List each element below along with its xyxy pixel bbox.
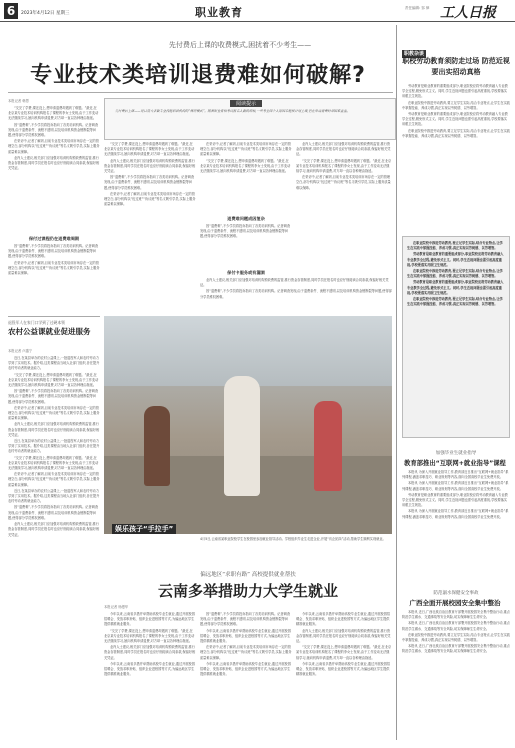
photo-figure-center (224, 376, 260, 496)
main-text-col1b: 因“退费难”,不少学员将投诉指向了各类培训机构。记者调查发现,由于退费条件、流程不透明,以及培训机构资金链断裂等问题,使得部分学员维权困难。 在采访中,记者了解到,目前专业技术类培训市场存在一定的管理空白,部分机构以“包过班”“协议班”等名义吸引学员,实际上服务质量难以保障。 (8, 244, 100, 276)
main-text-col2: “交完了学费,课还没上,想申请退费却遇到了难题。”最近,在北京某专业技术培训机构报名了课程的李女士发现,由于工作变动无法继续学习,她向机构申请退费,对方却一直以各种理由拖延。 业内人士建议,相关部门应加强对培训机构预收费的监管,推行资金存管制度,同时学员在报名时也应仔细阅读合同条款,保留好相关凭证。 因“退费难”,不少学员将投诉指向了各类培训机构。记者调查发现,由于退费条件、流程不透明,以及培训机构资金链断裂等问题,使得部分学员维权困难。 在采访中,记者了解到,目前专业技术类培训市场存在一定的管理空白,部分机构以“包过班”“协议班”等名义吸引学员,实际上服务质量难以保障。 (104, 142, 196, 207)
photo-caption: 4月5日,云南省某职业院校学生在校园里参加就业指导活动。学校组织毕业生走进企业,开展“访企拓岗”活动,帮助学生顺利实现就业。 (200, 537, 386, 541)
page-number: 6 (4, 3, 18, 19)
main-text-col4: 业内人士建议,相关部门应加强对培训机构预收费的监管,推行资金存管制度,同时学员在报名时也应仔细阅读合同条款,保留好相关凭证。 “交完了学费,课还没上,想申请退费却遇到了难题。”最近,在北京某专业技术培训机构报名了课程的李女士发现,由于工作变动无法继续学习,她向机构申请退费,对方却一直以各种理由拖延。 在采访中,记者了解到,目前专业技术类培训市场存在一定的管理空白,部分机构以“包过班”“协议班”等名义吸引学员,实际上服务质量难以保障。 (296, 142, 392, 190)
news1-text: 本报讯 为深入开展就业指导工作,教育部近日推出“互联网+就业指导”系列课程,涵盖求职技巧、职业规划等内容,面向全国高校毕业生免费开放。 本报讯 为深入开展就业指导工作,教育部近日推出“互联网+就业指导”系列课程,涵盖求职技巧、职业规划等内容,面向全国高校毕业生免费开放。 劳动教育是职业教育的重要组成部分,职业院校应将劳动教育融入专业教学全过程,避免形式主义。同时,学生近视问题也需引起高度重视,学校要落实用眼卫生规范。 本报讯 为深入开展就业指导工作,教育部近日推出“互联网+就业指导”系列课程,涵盖求职技巧、职业规划等内容,面向全国高校毕业生免费开放。 (402, 470, 509, 519)
main-headline: 专业技术类培训退费难如何破解? (30, 63, 366, 88)
feature-byline: 本报记者 卢越宁 (8, 349, 33, 353)
main-byline: 本报记者 韩思 (8, 99, 29, 103)
column-divider (396, 25, 397, 740)
section-title: 职业教育 (195, 6, 243, 19)
yunnan-text-col2: 因“退费难”,不少学员将投诉指向了各类培训机构。记者调查发现,由于退费条件、流程不透明,以及培训机构资金链断裂等问题,使得部分学员维权困难。 今年以来,云南省多措并举帮助高校毕业生就业,通过开展校园招聘会、发放求职补贴、组织企业进校园等方式,为偏远地区学生提供精准就业服务。 在采访中,记者了解到,目前专业技术类培训市场存在一定的管理空白,部分机构以“包过班”“协议班”等名义吸引学员,实际上服务质量难以保障。 今年以来,云南省多措并举帮助高校毕业生就业,通过开展校园招聘会、发放求职补贴、组织企业进校园等方式,为偏远地区学生提供精准就业服务。 (200, 612, 292, 677)
yunnan-text-col3: 今年以来,云南省多措并举帮助高校毕业生就业,通过开展校园招聘会、发放求职补贴、组织企业进校园等方式,为偏远地区学生提供精准就业服务。 业内人士建议,相关部门应加强对培训机构预收费的监管,推行资金存管制度,同时学员在报名时也应仔细阅读合同条款,保留好相关凭证。 “交完了学费,课还没上,想申请退费却遇到了难题。”最近,在北京某专业技术培训机构报名了课程的李女士发现,由于工作变动无法继续学习,她向机构申请退费,对方却一直以各种理由拖延。 今年以来,云南省多措并举帮助高校毕业生就业,通过开展校园招聘会、发放求职补贴、组织企业进校园等方式,为偏远地区学生提供精准就业服务。 (296, 612, 392, 677)
main-text-col1: “交完了学费,课还没上,想申请退费却遇到了难题。”最近,在北京某专业技术培训机构报名了课程的李女士发现,由于工作变动无法继续学习,她向机构申请退费,对方却一直以各种理由拖延。 因“退费难”,不少学员将投诉指向了各类培训机构。记者调查发现,由于退费条件、流程不透明,以及培训机构资金链断裂等问题,使得部分学员维权困难。 在采访中,记者了解到,目前专业技术类培训市场存在一定的管理空白,部分机构以“包过班”“协议班”等名义吸引学员,实际上服务质量难以保障。 业内人士建议,相关部门应加强对培训机构预收费的监管,推行资金存管制度,同时学员在报名时也应仔细阅读合同条款,保留好相关凭证。 (8, 106, 100, 171)
commentary-title: 职校劳动教育须防走过场 防范近视要出实招动真格 (402, 57, 510, 76)
main-text-bottom: 业内人士建议,相关部门应加强对培训机构预收费的监管,推行资金存管制度,同时学员在报名时也应仔细阅读合同条款,保留好相关凭证。 因“退费难”,不少学员将投诉指向了各类培训机构。记者调查发现,由于退费条件、流程不透明,以及培训机构资金链断裂等问题,使得部分学员维权困难。 (200, 278, 392, 299)
main-text-col3b: 因“退费难”,不少学员将投诉指向了各类培训机构。记者调查发现,由于退费条件、流程不透明,以及培训机构资金链断裂等问题,使得部分学员维权困难。 (200, 224, 291, 239)
yunnan-text-col1: 今年以来,云南省多措并举帮助高校毕业生就业,通过开展校园招聘会、发放求职补贴、组织企业进校园等方式,为偏远地区学生提供精准就业服务。 “交完了学费,课还没上,想申请退费却遇到了难题。”最近,在北京某专业技术培训机构报名了课程的李女士发现,由于工作变动无法继续学习,她向机构申请退费,对方却一直以各种理由拖延。 业内人士建议,相关部门应加强对培训机构预收费的监管,推行资金存管制度,同时学员在报名时也应仔细阅读合同条款,保留好相关凭证。 今年以来,云南省多措并举帮助高校毕业生就业,通过开展校园招聘会、发放求职补贴、组织企业进校园等方式,为偏远地区学生提供精准就业服务。 (104, 612, 196, 677)
editor-note-text: 先付费后上课——是目前大多数专业技能培训机构的“惯用模式”。随着职业资格考试报名人数的增加,一些考生因个人原因未能按计划上课,但在申请退费时却困难重重。 (115, 109, 350, 113)
news2-text: 本报讯 近日,广西壮族自治区教育厅部署开展校园安全集中整治行动,重点防范学生溺水、交通事故等安全风险,切实保障师生生命安全。 本报讯 近日,广西壮族自治区教育厅部署开展校园安全集中整治行动,重点防范学生溺水、交通事故等安全风险,切实保障师生生命安全。 在职业院校中推进劳动教育,要立足学生实际,结合专业特点,让学生在实践中掌握技能、养成习惯,真正实现以劳树德、以劳增智。 本报讯 近日,广西壮族自治区教育厅部署开展校园安全集中整治行动,重点防范学生溺水、交通事故等安全风险,切实保障师生生命安全。 (402, 610, 510, 654)
header-rule (0, 21, 515, 22)
news2-deck: 防范溺水保健安全事故 (433, 591, 479, 596)
yunnan-deck: 偏远地区“求职有路” 高校提供就业帮扶 (200, 572, 296, 578)
feature-title: 农村公益课就业促进服务 (8, 327, 91, 336)
masthead-logo: 工人日报 (440, 5, 496, 21)
column-tag: 职教杂谈 (404, 51, 425, 57)
news1-deck: 加强毕业生就业指导 (435, 451, 477, 456)
photo-tag-wrap (112, 516, 176, 535)
news2-title: 广西全面开展校园安全集中整治 (409, 599, 501, 607)
date-line: 2023年4月12日 星期三 (21, 11, 70, 16)
editor-note-box (104, 98, 396, 140)
commentary-box-text: 在职业院校中推进劳动教育,要立足学生实际,结合专业特点,让学生在实践中掌握技能、养成习惯,真正实现以劳树德、以劳增智。 劳动教育是职业教育的重要组成部分,职业院校应将劳动教育融入专业教学全过程,避免形式主义。同时,学生近视问题也需引起高度重视,学校要落实用眼卫生规范。 在职业院校中推进劳动教育,要立足学生实际,结合专业特点,让学生在实践中掌握技能、养成习惯,真正实现以劳树德、以劳增智。 劳动教育是职业教育的重要组成部分,职业院校应将劳动教育融入专业教学全过程,避免形式主义。同时,学生近视问题也需引起高度重视,学校要落实用眼卫生规范。 在职业院校中推进劳动教育,要立足学生实际,结合专业特点,让学生在实践中掌握技能、养成习惯,真正实现以劳树德、以劳增智。 (407, 241, 504, 307)
feature-rule (8, 316, 100, 317)
photo-tag: 娱乐孩子“手拉手” (112, 524, 176, 534)
commentary-box (402, 236, 510, 438)
photo-figure-left (144, 406, 170, 486)
photo-figure-right (314, 401, 342, 491)
yunnan-byline: 本报记者 杨漫华 (104, 605, 129, 609)
subhead-1: 保付过课程仍在退费难周期 (28, 236, 80, 241)
subhead-2: 退费难问题成因复杂 (227, 216, 265, 221)
news1-title: 教育部推出“互联网+就业指导”课程 (404, 460, 506, 467)
main-deck: 先付费后上课的收费模式,困扰着不少考生—— (168, 41, 312, 49)
commentary-text: 劳动教育是职业教育的重要组成部分,职业院校应将劳动教育融入专业教学全过程,避免形式主义。同时,学生近视问题也需引起高度重视,学校要落实用眼卫生规范。 在职业院校中推进劳动教育,要立足学生实际,结合专业特点,让学生在实践中掌握技能、养成习惯,真正实现以劳树德、以劳增智。 劳动教育是职业教育的重要组成部分,职业院校应将劳动教育融入专业教学全过程,避免形式主义。同时,学生近视问题也需引起高度重视,学校要落实用眼卫生规范。 在职业院校中推进劳动教育,要立足学生实际,结合专业特点,让学生在实践中掌握技能、养成习惯,真正实现以劳树德、以劳增智。 (402, 84, 510, 138)
feature-photo (104, 316, 392, 534)
feature-deck: 退役军人在家门口学到了过硬本领 (8, 320, 65, 325)
subhead-3: 保付卡服务或有漏洞 (227, 270, 265, 275)
feature-text: 近日,在某县举办的农村公益课上,一批退役军人和农村劳动力学到了实用技术。据介绍,这类课程由当地人社部门组织,旨在提升农村劳动者的就业能力。 “交完了学费,课还没上,想申请退费却遇到了难题。”最近,在北京某专业技术培训机构报名了课程的李女士发现,由于工作变动无法继续学习,她向机构申请退费,对方却一直以各种理由拖延。 因“退费难”,不少学员将投诉指向了各类培训机构。记者调查发现,由于退费条件、流程不透明,以及培训机构资金链断裂等问题,使得部分学员维权困难。 在采访中,记者了解到,目前专业技术类培训市场存在一定的管理空白,部分机构以“包过班”“协议班”等名义吸引学员,实际上服务质量难以保障。 业内人士建议,相关部门应加强对培训机构预收费的监管,推行资金存管制度,同时学员在报名时也应仔细阅读合同条款,保留好相关凭证。 近日,在某县举办的农村公益课上,一批退役军人和农村劳动力学到了实用技术。据介绍,这类课程由当地人社部门组织,旨在提升农村劳动者的就业能力。 “交完了学费,课还没上,想申请退费却遇到了难题。”最近,在北京某专业技术培训机构报名了课程的李女士发现,由于工作变动无法继续学习,她向机构申请退费,对方却一直以各种理由拖延。 在采访中,记者了解到,目前专业技术类培训市场存在一定的管理空白,部分机构以“包过班”“协议班”等名义吸引学员,实际上服务质量难以保障。 近日,在某县举办的农村公益课上,一批退役军人和农村劳动力学到了实用技术。据介绍,这类课程由当地人社部门组织,旨在提升农村劳动者的就业能力。 因“退费难”,不少学员将投诉指向了各类培训机构。记者调查发现,由于退费条件、流程不透明,以及培训机构资金链断裂等问题,使得部分学员维权困难。 业内人士建议,相关部门应加强对培训机构预收费的监管,推行资金存管制度,同时学员在报名时也应仔细阅读合同条款,保留好相关凭证。 (8, 356, 100, 537)
yunnan-headline: 云南多举措助力大学生就业 (157, 582, 338, 600)
masthead-info: 责任编辑: 邹 律 (405, 6, 430, 10)
main-text-col3: 在采访中,记者了解到,目前专业技术类培训市场存在一定的管理空白,部分机构以“包过班”“协议班”等名义吸引学员,实际上服务质量难以保障。 “交完了学费,课还没上,想申请退费却遇到了难题。”最近,在北京某专业技术培训机构报名了课程的李女士发现,由于工作变动无法继续学习,她向机构申请退费,对方却一直以各种理由拖延。 (200, 142, 292, 174)
editor-note-title: 阅读提示 (230, 100, 262, 107)
headline-rule (8, 92, 393, 93)
